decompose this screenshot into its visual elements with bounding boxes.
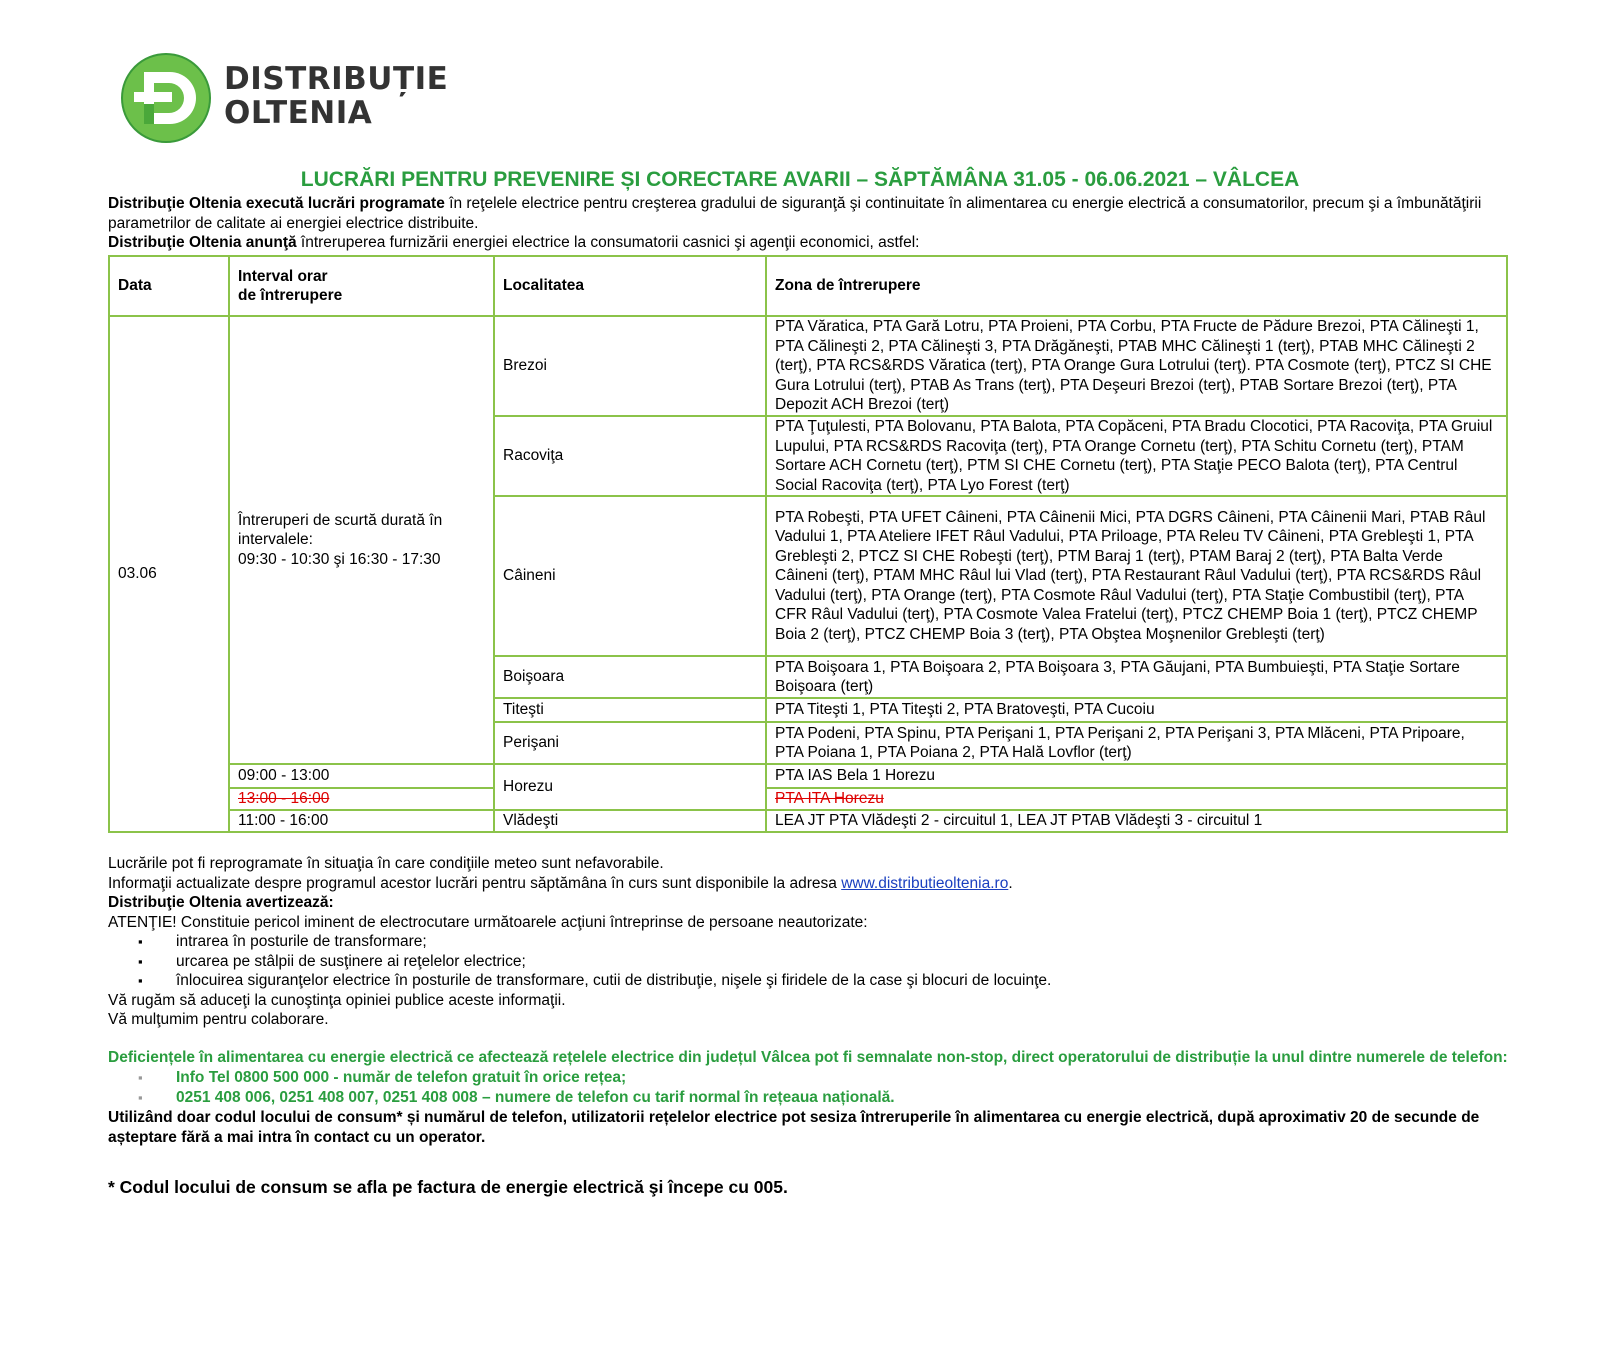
list-item: ▪ Info Tel 0800 500 000 - număr de telefon gratuit în orice rețea; xyxy=(108,1068,1508,1088)
cell-locality: Titeşti xyxy=(494,698,766,722)
header-locality: Localitatea xyxy=(494,256,766,316)
cell-locality: Câineni xyxy=(494,496,766,656)
cell-date: 03.06 xyxy=(109,316,229,832)
thanks-text: Vă mulţumim pentru colaborare. xyxy=(108,1011,329,1028)
table-row xyxy=(109,810,1507,832)
intro-text-1: în reţelele electrice pentru creşterea gradului de siguranţă şi continuitate în alimentarea cu energie electrică a consumatorilor, precum şi a îmbunătăţirii parametrilor de calitate ai energiei electrice distribuite. xyxy=(108,195,1482,232)
intro-company: Distribuţie Oltenia xyxy=(108,195,242,212)
note-info: Informaţii actualizate despre programul acestor lucrări pentru săptămâna în curs sunt disponibile la adresa www.distributieoltenia.ro. xyxy=(108,874,1013,892)
list-item: ▪ urcarea pe stâlpii de susţinere ai reţelelor electrice; xyxy=(108,952,1528,972)
intro-text-2: întreruperea furnizării energiei electrice la consumatorii casnici şi agenţii economici, astfel: xyxy=(296,234,920,251)
intro-paragraph-2 xyxy=(108,233,1508,253)
website-link[interactable]: www.distributieoltenia.ro xyxy=(841,874,1009,892)
cell-zone-cancelled: PTA ITA Horezu xyxy=(766,788,1507,810)
intro-emphasis: execută lucrări programate xyxy=(245,195,445,212)
cell-locality: Racoviţa xyxy=(494,416,766,496)
header-zone: Zona de întrerupere xyxy=(766,256,1507,316)
cell-locality: Horezu xyxy=(494,764,766,810)
cell-locality: Brezoi xyxy=(494,316,766,416)
table-row xyxy=(109,788,1507,810)
logo-text-line1: DISTRIBUȚIE xyxy=(224,61,449,97)
intro-announce: Distribuţie Oltenia anunţă xyxy=(108,234,297,251)
logo-icon xyxy=(120,52,212,144)
note-reschedule: Lucrările pot fi reprogramate în situaţia în care condiţiile meteo sunt nefavorabile. xyxy=(108,855,664,872)
contact-list xyxy=(108,1068,1508,1108)
logo-text-line2: OLTENIA xyxy=(224,95,373,131)
cell-locality: Vlădeşti xyxy=(494,810,766,832)
contact-note: Utilizând doar codul locului de consum* și numărul de telefon, utilizatorii rețelelor electrice pot sesiza întreruperile în alimentarea cu energie electrică, după aproximativ 20 de secunde de așteptare fără a mai intra în contact cu un operator. xyxy=(108,1109,1480,1146)
cell-interval: 11:00 - 16:00 xyxy=(229,810,494,832)
warning-list xyxy=(108,932,1528,991)
table-row xyxy=(109,764,1507,788)
intro-paragraph-1 xyxy=(108,194,1508,233)
table-row xyxy=(109,316,1507,416)
company-logo xyxy=(120,52,450,147)
cell-zone: PTA Podeni, PTA Spinu, PTA Perişani 1, PTA Perişani 2, PTA Perişani 3, PTA Mlăceni, PTA Pripoare, PTA Poiana 1, PTA Poiana 2, PTA Hală Lovflor (terţ) xyxy=(766,722,1507,764)
cell-zone: PTA Titeşti 1, PTA Titeşti 2, PTA Bratoveşti, PTA Cucoiu xyxy=(766,698,1507,722)
list-item: ▪ 0251 408 006, 0251 408 007, 0251 408 008 – numere de telefon cu tarif normal în rețeaua națională. xyxy=(108,1088,1508,1108)
footnote: * Codul locului de consum se afla pe factura de energie electrică şi începe cu 005. xyxy=(108,1177,788,1197)
request-text: Vă rugăm să aduceţi la cunoştinţa opiniei publice aceste informaţii. xyxy=(108,991,566,1009)
cell-zone: PTA Văratica, PTA Gară Lotru, PTA Proieni, PTA Corbu, PTA Fructe de Pădure Brezoi, PTA Călineşti 1, PTA Călineşti 2, PTA Călineşti 3, PTA Drăgăneşti, PTAB MHC Călineşti 1 (terţ), PTAB MHC Călineşti 2 (terţ), PTA RCS&RDS Văratica (terţ), PTA Orange Gura Lotrului (terţ). PTA Cosmote (terţ), PTCZ SI CHE Gura Lotrului (terţ), PTAB As Trans (terţ), PTA Deşeuri Brezoi (terţ), PTAB Sortare Brezoi (terţ), PTA Depozit ACH Brezoi (terţ) xyxy=(766,316,1507,416)
contact-section xyxy=(108,1048,1508,1148)
list-item: ▪ intrarea în posturile de transformare; xyxy=(108,932,1528,952)
notes-section xyxy=(108,854,1528,1030)
cell-zone: PTA IAS Bela 1 Horezu xyxy=(766,764,1507,788)
cell-interval-main: Întreruperi de scurtă durată în intervalele: 09:30 - 10:30 şi 16:30 - 17:30 xyxy=(229,316,494,764)
list-item: ▪ înlocuirea siguranţelor electrice în posturile de transformare, cutii de distribuţie, nişele şi firidele de la case şi blocuri de locuinţe. xyxy=(108,971,1528,991)
warning-heading: Distribuţie Oltenia avertizează: xyxy=(108,894,334,911)
cell-zone: PTA Ţuţulesti, PTA Bolovanu, PTA Balota, PTA Copăceni, PTA Bradu Clocotici, PTA Racoviţa, PTA Gruiul Lupului, PTA RCS&RDS Racoviţa (terţ), PTA Orange Cornetu (terţ), PTA Schitu Cornetu (terţ), PTAM Sortare ACH Cornetu (terţ), PTM SI CHE Cornetu (terţ), PTA Staţie PECO Balota (terţ), PTA Centrul Social Racoviţa (terţ), PTA Lyo Forest (terţ) xyxy=(766,416,1507,496)
header-interval: Interval orar de întrerupere xyxy=(229,256,494,316)
cell-zone: PTA Robeşti, PTA UFET Câineni, PTA Câinenii Mici, PTA DGRS Câineni, PTA Câinenii Mari, PTAB Râul Vadului 1, PTA Ateliere IFET Râul Vadului, PTA Priloage, PTA Releu TV Câineni, PTA Grebleşti 1, PTA Grebleşti 2, PTCZ SI CHE Robeşti (terţ), PTM Baraj 1 (terţ), PTAM Baraj 2 (terţ), PTA Balta Verde Câineni (terţ), PTAM MHC Râul lui Vlad (terţ), PTA Restaurant Râul Vadului (terţ), PTA RCS&RDS Râul Vadului (terţ), PTA Orange (terţ), PTA Cosmote Râul Vadului (terţ), PTA Staţie Combustibil (terţ), PTA CFR Râul Vadului (terţ), PTA Cosmote Valea Fratelui (terţ), PTCZ CHEMP Boia 1 (terţ), PTCZ CHEMP Boia 2 (terţ), PTCZ CHEMP Boia 3 (terţ), PTA Obştea Moşnenilor Grebleşti (terţ) xyxy=(766,496,1507,656)
table-header-row xyxy=(109,256,1507,316)
outage-table xyxy=(108,255,1508,833)
cell-locality: Boişoara xyxy=(494,656,766,698)
contact-intro: Deficiențele în alimentarea cu energie electrică ce afectează rețelele electrice din județul Vâlcea pot fi semnalate non-stop, direct operatorului de distribuție la unul dintre numerele de telefon: xyxy=(108,1049,1508,1066)
warning-text: ATENŢIE! Constituie pericol iminent de electrocutare următoarele acţiuni întreprinse de persoane neautorizate: xyxy=(108,913,868,931)
cell-interval-cancelled: 13:00 - 16:00 xyxy=(229,788,494,810)
intro xyxy=(108,194,1508,253)
cell-locality: Perişani xyxy=(494,722,766,764)
cell-zone: LEA JT PTA Vlădeşti 2 - circuitul 1, LEA JT PTAB Vlădeşti 3 - circuitul 1 xyxy=(766,810,1507,832)
page-title: LUCRĂRI PENTRU PREVENIRE ȘI CORECTARE AVARII – SĂPTĂMÂNA 31.05 - 06.06.2021 – VÂLCEA xyxy=(300,168,1300,191)
header-date: Data xyxy=(109,256,229,316)
cell-interval: 09:00 - 13:00 xyxy=(229,764,494,788)
cell-zone: PTA Boişoara 1, PTA Boişoara 2, PTA Boişoara 3, PTA Găujani, PTA Bumbuieşti, PTA Staţie Sortare Boişoara (terţ) xyxy=(766,656,1507,698)
